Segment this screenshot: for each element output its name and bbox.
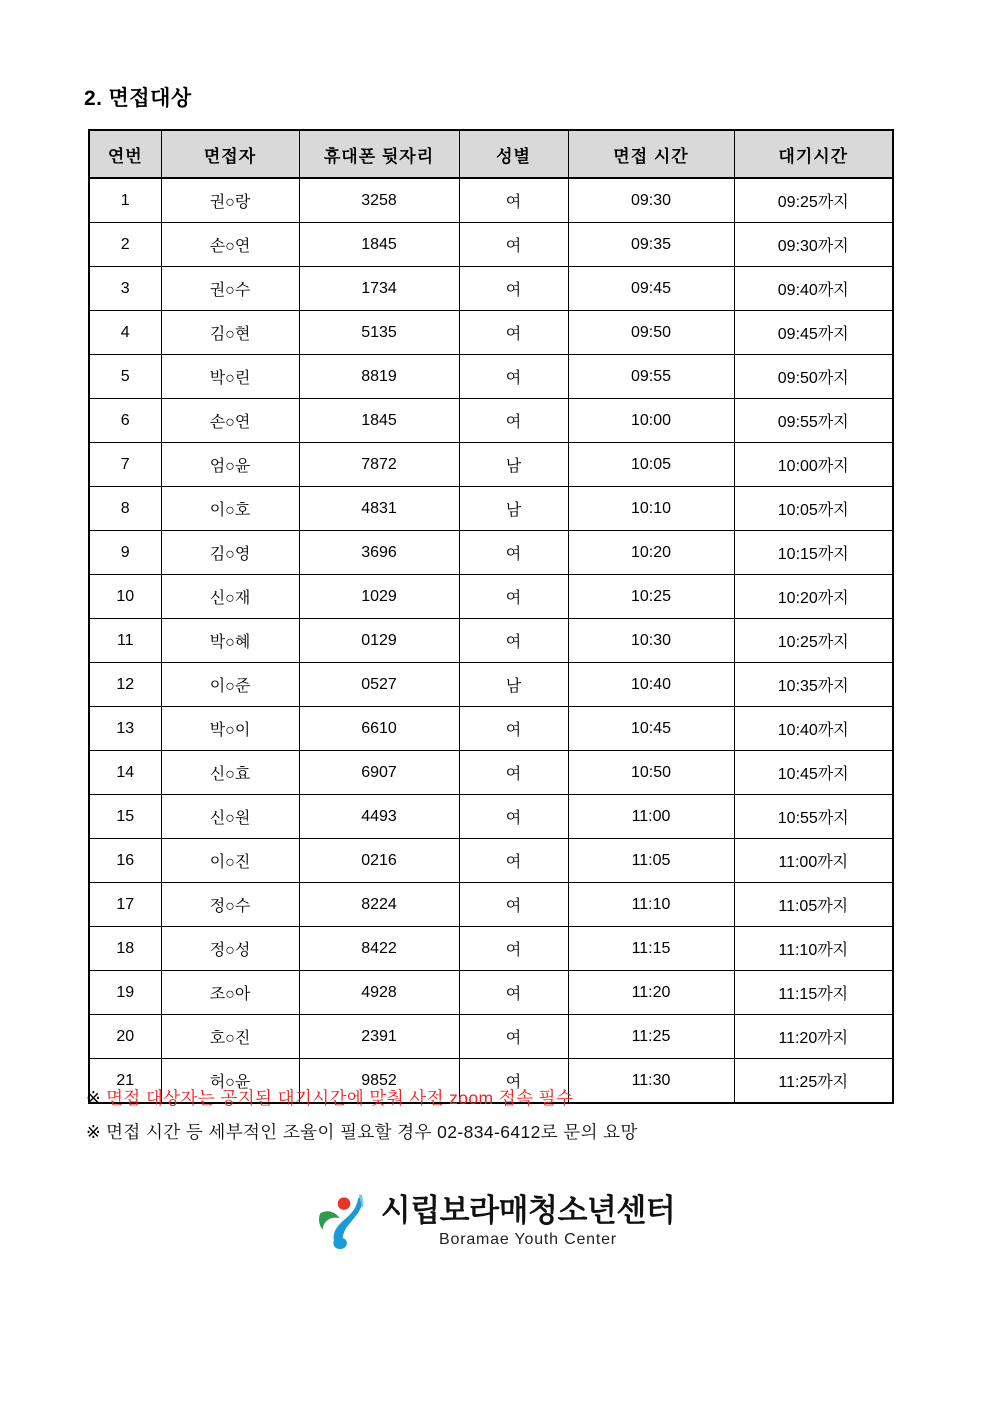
footnote-contact: [86, 1115, 906, 1149]
logo-text: [380, 1192, 676, 1248]
cell-no: 7: [89, 443, 161, 487]
table-row: [89, 707, 893, 751]
cell-name: 김○영: [161, 531, 299, 575]
cell-phone: 5135: [299, 311, 459, 355]
cell-no: 20: [89, 1015, 161, 1059]
cell-name: 박○이: [161, 707, 299, 751]
cell-no: 11: [89, 619, 161, 663]
cell-phone: 0216: [299, 839, 459, 883]
logo-korean-name: 시립보라매청소년센터: [380, 1192, 676, 1228]
column-header-wait-time: 대기시간: [734, 130, 893, 178]
cell-name: 이○진: [161, 839, 299, 883]
column-header-phone: 휴대폰 뒷자리: [299, 130, 459, 178]
cell-no: 19: [89, 971, 161, 1015]
cell-no: 16: [89, 839, 161, 883]
cell-phone: 6610: [299, 707, 459, 751]
footnote-mark-icon: ※: [86, 1088, 102, 1108]
cell-wtime: 09:25까지: [734, 178, 893, 223]
cell-name: 정○성: [161, 927, 299, 971]
cell-name: 손○연: [161, 223, 299, 267]
cell-wtime: 10:45까지: [734, 751, 893, 795]
cell-gender: 여: [459, 355, 568, 399]
footnote-text: 면접 시간 등 세부적인 조율이 필요할 경우 02-834-6412로 문의 요망: [106, 1122, 638, 1142]
cell-phone: 8224: [299, 883, 459, 927]
cell-itime: 09:30: [568, 178, 734, 223]
cell-phone: 0527: [299, 663, 459, 707]
footnote-zoom-required: [86, 1081, 906, 1115]
cell-wtime: 10:15까지: [734, 531, 893, 575]
cell-itime: 10:20: [568, 531, 734, 575]
cell-name: 박○린: [161, 355, 299, 399]
cell-no: 10: [89, 575, 161, 619]
table-row: [89, 311, 893, 355]
interview-roster-table-container: [88, 129, 892, 1104]
cell-gender: 여: [459, 531, 568, 575]
cell-itime: 11:25: [568, 1015, 734, 1059]
cell-itime: 11:30: [568, 1059, 734, 1104]
cell-wtime: 10:25까지: [734, 619, 893, 663]
cell-itime: 11:10: [568, 883, 734, 927]
cell-no: 12: [89, 663, 161, 707]
cell-name: 허○윤: [161, 1059, 299, 1104]
cell-name: 신○효: [161, 751, 299, 795]
cell-no: 13: [89, 707, 161, 751]
cell-itime: 09:55: [568, 355, 734, 399]
footnote-text: 면접 대상자는 공지된 대기시간에 맞춰 사전 zoom 접속 필수: [106, 1088, 574, 1108]
cell-itime: 09:35: [568, 223, 734, 267]
cell-phone: 8422: [299, 927, 459, 971]
cell-phone: 9852: [299, 1059, 459, 1104]
table-body: [89, 178, 893, 1103]
cell-gender: 여: [459, 575, 568, 619]
cell-gender: 여: [459, 619, 568, 663]
cell-no: 15: [89, 795, 161, 839]
cell-phone: 3696: [299, 531, 459, 575]
table-row: [89, 575, 893, 619]
cell-wtime: 09:40까지: [734, 267, 893, 311]
cell-no: 4: [89, 311, 161, 355]
table-row: [89, 751, 893, 795]
cell-wtime: 11:05까지: [734, 883, 893, 927]
cell-gender: 남: [459, 663, 568, 707]
cell-phone: 1845: [299, 399, 459, 443]
table-row: [89, 443, 893, 487]
table-header-row: [89, 130, 893, 178]
cell-gender: 여: [459, 267, 568, 311]
table-header: [89, 130, 893, 178]
cell-wtime: 11:00까지: [734, 839, 893, 883]
cell-name: 조○아: [161, 971, 299, 1015]
cell-gender: 여: [459, 178, 568, 223]
cell-itime: 10:45: [568, 707, 734, 751]
cell-phone: 3258: [299, 178, 459, 223]
cell-name: 정○수: [161, 883, 299, 927]
cell-gender: 여: [459, 1059, 568, 1104]
cell-wtime: 11:20까지: [734, 1015, 893, 1059]
cell-phone: 4831: [299, 487, 459, 531]
cell-itime: 11:05: [568, 839, 734, 883]
cell-gender: 여: [459, 399, 568, 443]
cell-phone: 4493: [299, 795, 459, 839]
interview-roster-table: [88, 129, 894, 1104]
table-row: [89, 355, 893, 399]
cell-no: 1: [89, 178, 161, 223]
cell-itime: 10:40: [568, 663, 734, 707]
cell-itime: 10:50: [568, 751, 734, 795]
footnotes: [86, 1081, 906, 1149]
cell-wtime: 09:45까지: [734, 311, 893, 355]
cell-gender: 남: [459, 443, 568, 487]
cell-no: 3: [89, 267, 161, 311]
cell-wtime: 10:00까지: [734, 443, 893, 487]
cell-wtime: 09:50까지: [734, 355, 893, 399]
cell-wtime: 10:20까지: [734, 575, 893, 619]
table-row: [89, 883, 893, 927]
table-row: [89, 795, 893, 839]
table-row: [89, 839, 893, 883]
table-row: [89, 223, 893, 267]
cell-name: 호○진: [161, 1015, 299, 1059]
cell-itime: 09:50: [568, 311, 734, 355]
cell-wtime: 11:15까지: [734, 971, 893, 1015]
column-header-no: 연번: [89, 130, 161, 178]
cell-gender: 여: [459, 751, 568, 795]
table-row: [89, 531, 893, 575]
cell-itime: 10:10: [568, 487, 734, 531]
cell-wtime: 09:55까지: [734, 399, 893, 443]
footnote-mark-icon: ※: [86, 1122, 102, 1142]
cell-gender: 여: [459, 223, 568, 267]
cell-no: 6: [89, 399, 161, 443]
table-row: [89, 663, 893, 707]
cell-phone: 6907: [299, 751, 459, 795]
page-title: [84, 82, 192, 112]
cell-itime: 10:00: [568, 399, 734, 443]
column-header-name: 면접자: [161, 130, 299, 178]
cell-gender: 여: [459, 795, 568, 839]
cell-wtime: 10:40까지: [734, 707, 893, 751]
table-row: [89, 1015, 893, 1059]
cell-phone: 0129: [299, 619, 459, 663]
cell-no: 9: [89, 531, 161, 575]
cell-gender: 여: [459, 311, 568, 355]
boramae-youth-center-logo-icon: [317, 1192, 371, 1250]
cell-phone: 1734: [299, 267, 459, 311]
cell-name: 박○혜: [161, 619, 299, 663]
cell-no: 21: [89, 1059, 161, 1104]
cell-itime: 10:30: [568, 619, 734, 663]
table-row: [89, 927, 893, 971]
cell-gender: 여: [459, 839, 568, 883]
cell-phone: 7872: [299, 443, 459, 487]
table-row: [89, 267, 893, 311]
section-title-text: 면접대상: [108, 87, 192, 110]
logo-english-name: Boramae Youth Center: [439, 1230, 617, 1248]
cell-name: 권○수: [161, 267, 299, 311]
cell-wtime: 11:10까지: [734, 927, 893, 971]
cell-gender: 여: [459, 971, 568, 1015]
cell-itime: 09:45: [568, 267, 734, 311]
cell-gender: 여: [459, 707, 568, 751]
cell-name: 신○원: [161, 795, 299, 839]
cell-wtime: 11:25까지: [734, 1059, 893, 1104]
cell-name: 엄○윤: [161, 443, 299, 487]
cell-phone: 1029: [299, 575, 459, 619]
column-header-gender: 성별: [459, 130, 568, 178]
table-row: [89, 619, 893, 663]
cell-gender: 여: [459, 927, 568, 971]
cell-itime: 10:25: [568, 575, 734, 619]
cell-name: 이○준: [161, 663, 299, 707]
section-number: 2.: [84, 87, 103, 110]
cell-itime: 11:20: [568, 971, 734, 1015]
cell-wtime: 09:30까지: [734, 223, 893, 267]
cell-no: 2: [89, 223, 161, 267]
cell-no: 17: [89, 883, 161, 927]
table-row: [89, 178, 893, 223]
cell-wtime: 10:05까지: [734, 487, 893, 531]
cell-gender: 여: [459, 883, 568, 927]
cell-no: 5: [89, 355, 161, 399]
cell-wtime: 10:35까지: [734, 663, 893, 707]
cell-wtime: 10:55까지: [734, 795, 893, 839]
cell-itime: 11:00: [568, 795, 734, 839]
cell-no: 18: [89, 927, 161, 971]
cell-no: 14: [89, 751, 161, 795]
cell-gender: 남: [459, 487, 568, 531]
cell-phone: 4928: [299, 971, 459, 1015]
cell-no: 8: [89, 487, 161, 531]
cell-gender: 여: [459, 1015, 568, 1059]
table-row: [89, 487, 893, 531]
cell-phone: 1845: [299, 223, 459, 267]
organization-logo: [0, 1192, 992, 1250]
cell-name: 권○랑: [161, 178, 299, 223]
column-header-interview-time: 면접 시간: [568, 130, 734, 178]
cell-phone: 8819: [299, 355, 459, 399]
cell-name: 신○재: [161, 575, 299, 619]
cell-name: 김○현: [161, 311, 299, 355]
cell-name: 손○연: [161, 399, 299, 443]
cell-phone: 2391: [299, 1015, 459, 1059]
cell-name: 이○호: [161, 487, 299, 531]
table-row: [89, 399, 893, 443]
logo-inner: [317, 1192, 675, 1250]
table-row: [89, 971, 893, 1015]
cell-itime: 11:15: [568, 927, 734, 971]
cell-itime: 10:05: [568, 443, 734, 487]
